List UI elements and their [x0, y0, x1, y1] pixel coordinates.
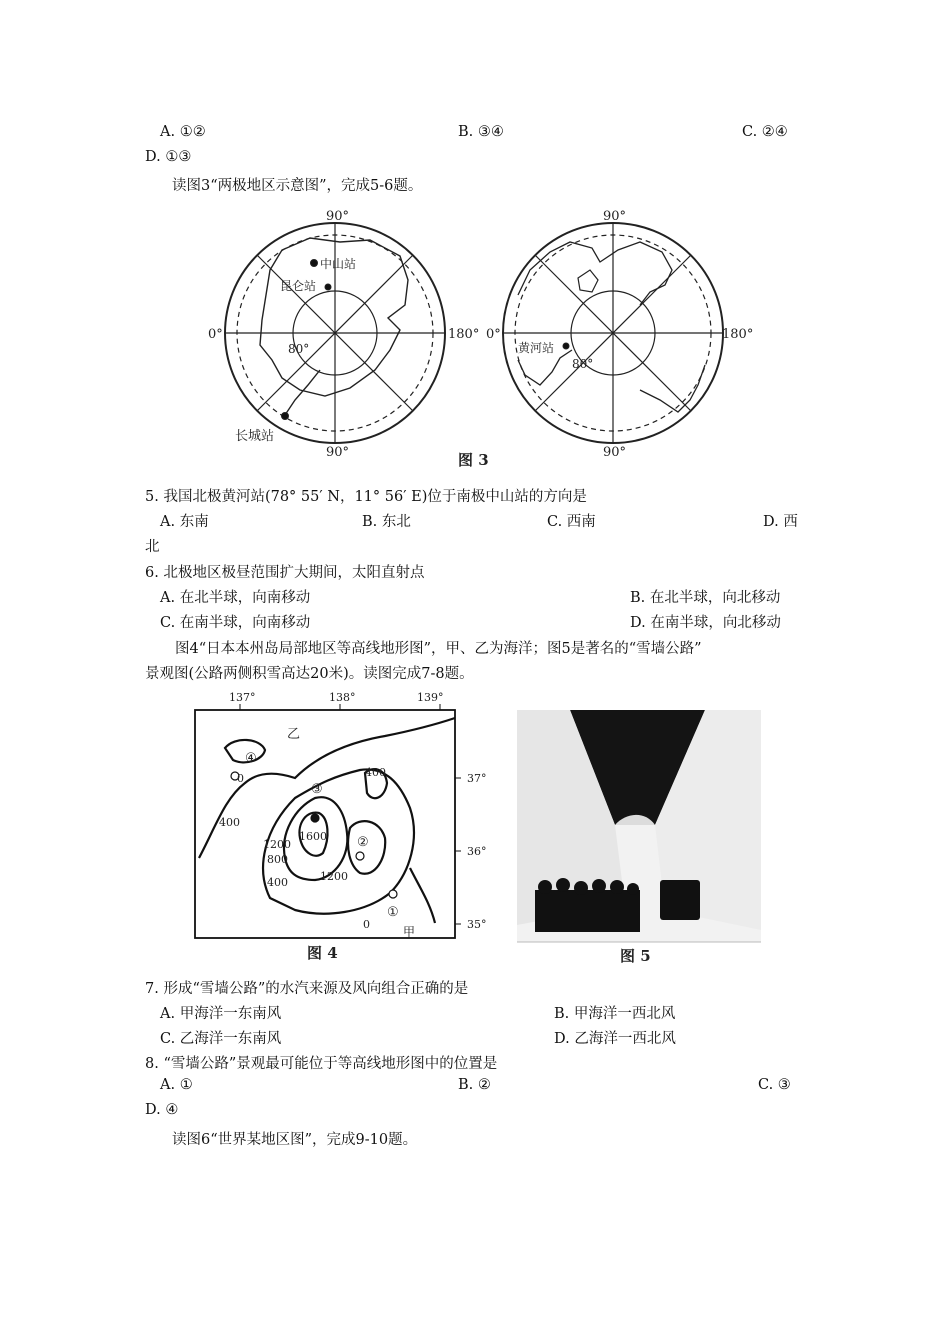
lat-35: 35° [467, 918, 487, 931]
antarctic-lat-label: 80° [288, 342, 310, 356]
contour-zero-2: 0 [363, 918, 370, 931]
intro-figure-4-5-line1: 图4“日本本州岛局部地区等高线地形图”，甲、乙为海洋；图5是著名的“雪墙公路” [175, 641, 702, 657]
antarctic-map [225, 223, 445, 443]
q6-option-b: B. 在北半球，向北移动 [630, 590, 781, 606]
intro-figure-6: 读图6“世界某地区图”，完成9-10题。 [172, 1132, 418, 1148]
lon-139: 139° [417, 691, 444, 704]
figure-4-contour-map [185, 688, 505, 968]
figure-5-snow-wall-photo [515, 705, 765, 965]
contour-1200-b: 1200 [320, 870, 348, 883]
q8-option-b: B. ② [458, 1077, 491, 1093]
q7-option-b: B. 甲海洋一西北风 [554, 1006, 676, 1022]
q5-option-a: A. 东南 [160, 514, 209, 530]
q8-stem: 8. “雪墙公路”景观最可能位于等高线地形图中的位置是 [145, 1056, 498, 1072]
kunlun-station-label: 昆仑站 [280, 279, 317, 293]
arctic-map [503, 223, 723, 443]
q4-option-c: C. ②④ [742, 124, 788, 140]
q4-option-a: A. ①② [160, 124, 206, 140]
figure-5-caption: 图 5 [620, 947, 651, 965]
q7-option-a: A. 甲海洋一东南风 [160, 1006, 282, 1022]
antarctic-right-label: 180° [448, 327, 480, 342]
q6-option-c: C. 在南半球，向南移动 [160, 615, 311, 631]
zhongshan-station-label: 中山站 [320, 257, 357, 271]
arctic-left-label: 0° [486, 327, 501, 342]
q7-option-d: D. 乙海洋一西北风 [554, 1031, 676, 1047]
intro-figure-4-5-line2: 景观图(公路两侧积雪高达20米)。读图完成7-8题。 [145, 666, 474, 682]
arctic-top-label: 90° [603, 209, 627, 224]
lon-138: 138° [329, 691, 356, 704]
huanghe-station-label: 黄河站 [518, 341, 555, 355]
lat-37: 37° [467, 772, 487, 785]
lon-137: 137° [229, 691, 256, 704]
sea-jia-label: 甲 [403, 925, 416, 939]
q5-option-c: C. 西南 [547, 514, 596, 530]
contour-1600: 1600 [299, 830, 327, 843]
q8-option-a: A. ① [160, 1077, 193, 1093]
arctic-bottom-label: 90° [603, 445, 627, 460]
antarctic-bottom-label: 90° [326, 445, 350, 460]
sea-yi-label: 乙 [287, 727, 301, 742]
q5-option-b: B. 东北 [362, 514, 411, 530]
arctic-right-label: 180° [722, 327, 754, 342]
marker-2: ② [357, 835, 369, 850]
marker-3: ③ [311, 782, 323, 797]
q5-option-d: D. 西 [763, 514, 798, 530]
contour-800: 800 [267, 853, 288, 866]
contour-400-b: 400 [219, 816, 240, 829]
q4-option-b: B. ③④ [458, 124, 504, 140]
contour-400-a: 400 [365, 766, 386, 779]
q5-stem: 5. 我国北极黄河站(78° 55′ N，11° 56′ E)位于南极中山站的方向是 [145, 489, 587, 505]
figure-3-caption: 图 3 [458, 451, 489, 469]
antarctic-left-label: 0° [208, 327, 223, 342]
contour-1200-a: 1200 [263, 838, 291, 851]
contour-400-c: 400 [267, 876, 288, 889]
q8-option-d: D. ④ [145, 1102, 179, 1118]
marker-4: ④ [245, 751, 257, 766]
q7-stem: 7. 形成“雪墙公路”的水汽来源及风向组合正确的是 [145, 981, 469, 997]
q6-option-d: D. 在南半球，向北移动 [630, 615, 781, 631]
intro-figure-3: 读图3“两极地区示意图”，完成5-6题。 [172, 178, 423, 194]
q6-stem: 6. 北极地区极昼范围扩大期间，太阳直射点 [145, 565, 425, 581]
q7-option-c: C. 乙海洋一东南风 [160, 1031, 282, 1047]
q4-option-d: D. ①③ [145, 149, 192, 165]
q8-option-c: C. ③ [758, 1077, 791, 1093]
marker-1: ① [387, 905, 399, 920]
q5-option-d-cont: 北 [145, 539, 160, 555]
contour-zero-1: 0 [237, 772, 244, 785]
changcheng-station-label: 长城站 [235, 429, 275, 444]
figure-3-polar-maps [200, 200, 760, 470]
figure-4-caption: 图 4 [307, 944, 338, 962]
antarctic-top-label: 90° [326, 209, 350, 224]
q6-option-a: A. 在北半球，向南移动 [160, 590, 311, 606]
lat-36: 36° [467, 845, 487, 858]
arctic-lat-label: 80° [572, 357, 594, 371]
